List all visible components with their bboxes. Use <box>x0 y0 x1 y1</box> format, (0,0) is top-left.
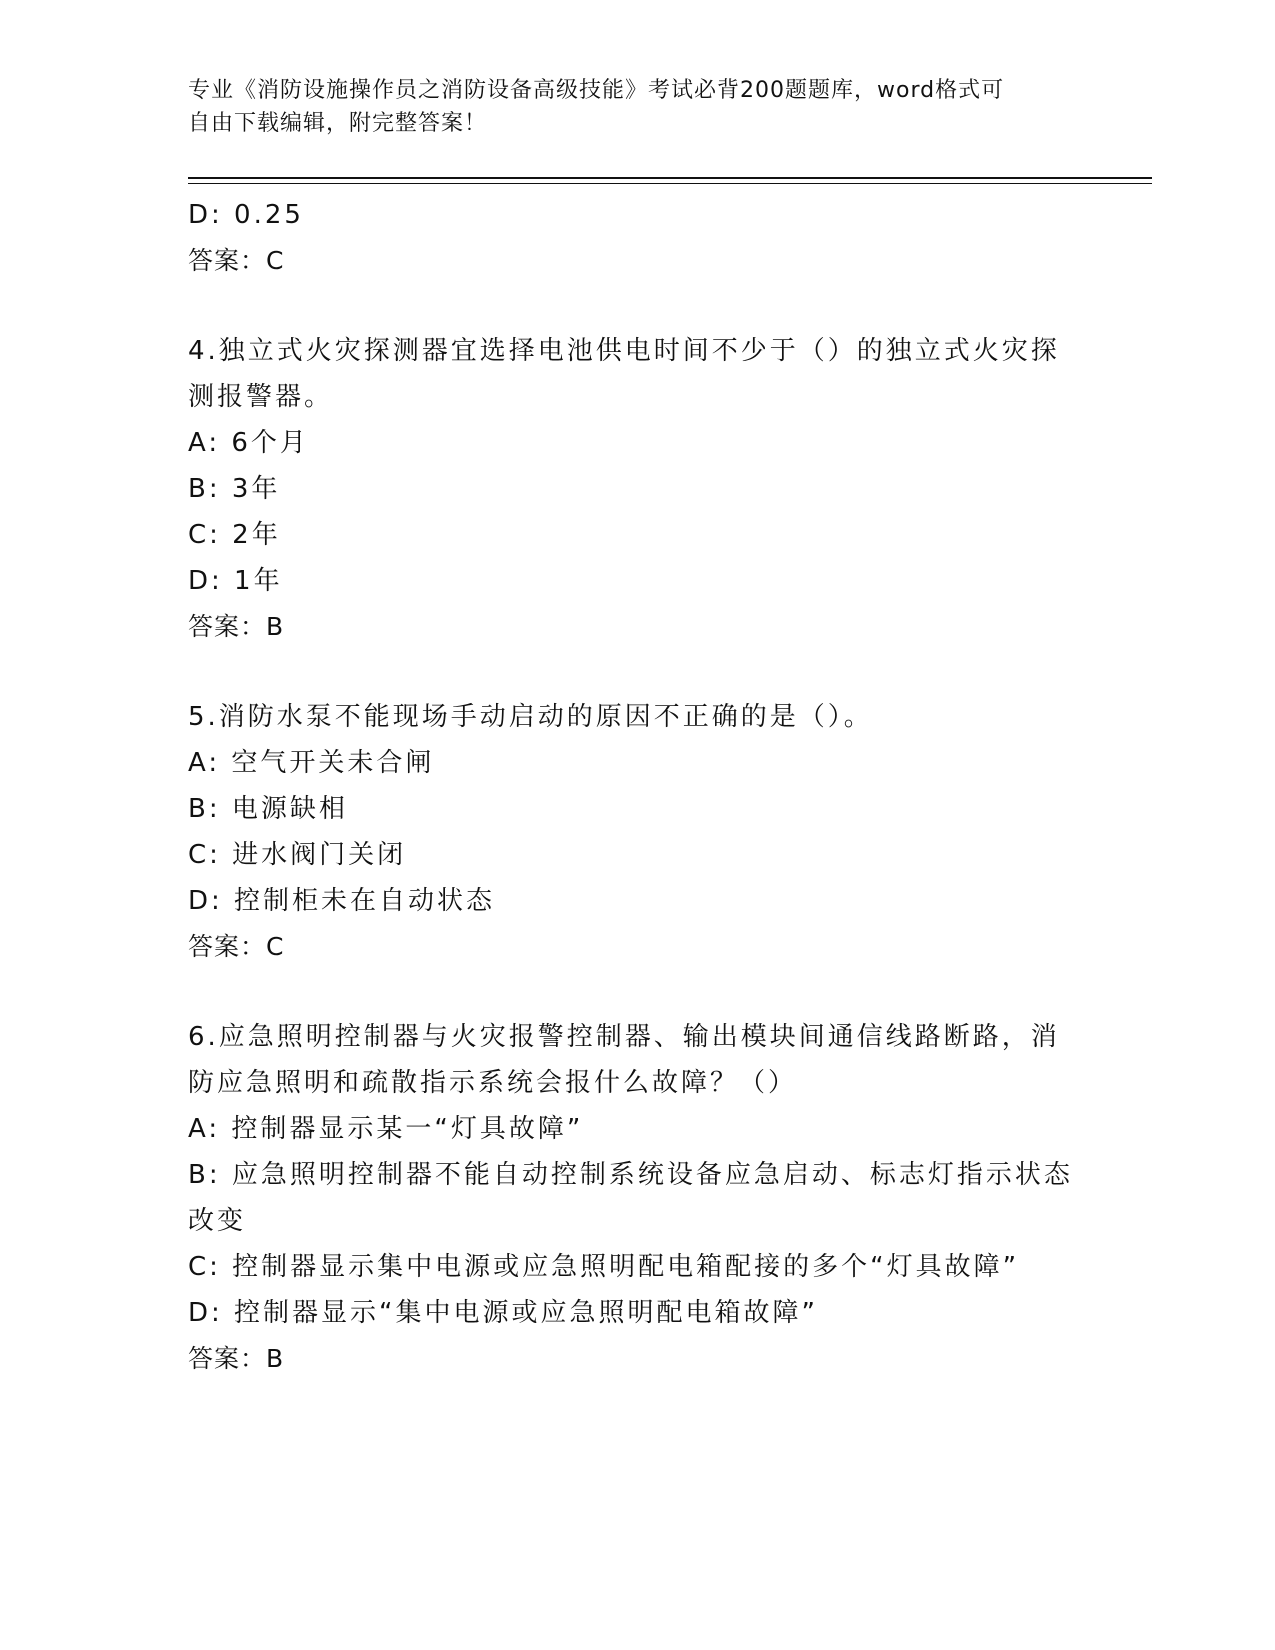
question-list <box>188 192 1088 1382</box>
answer: 答案：C <box>188 932 285 961</box>
question-stem-line-1: 6.应急照明控制器与火灾报警控制器、输出模块间通信线路断路，消 <box>188 1022 1060 1052</box>
page-header <box>188 74 1068 140</box>
answer: 答案：B <box>188 612 285 641</box>
question-stem-line-1: 4.独立式火灾探测器宜选择电池供电时间不少于（）的独立式火灾探 <box>188 336 1060 366</box>
option-b: B: 3年 <box>188 474 281 504</box>
option-b: B: 电源缺相 <box>188 794 348 824</box>
option-c: C: 控制器显示集中电源或应急照明配电箱配接的多个“灯具故障” <box>188 1252 1020 1282</box>
question-3 <box>188 192 1088 284</box>
spacer <box>188 284 1088 328</box>
option-d: D: 控制器显示“集中电源或应急照明配电箱故障” <box>188 1298 818 1328</box>
option-b-line-2: 改变 <box>188 1206 247 1236</box>
question-5 <box>188 694 1088 970</box>
option-a: A: 控制器显示某一“灯具故障” <box>188 1114 584 1144</box>
header-rule-thin <box>188 183 1152 184</box>
question-4 <box>188 328 1088 650</box>
option-a: A: 空气开关未合闸 <box>188 748 435 778</box>
question-stem: 5.消防水泵不能现场手动启动的原因不正确的是（）。 <box>188 702 873 732</box>
question-stem-line-2: 测报警器。 <box>188 382 334 412</box>
option-d: D: 控制柜未在自动状态 <box>188 886 496 916</box>
spacer <box>188 970 1088 1014</box>
option-d: D: 0.25 <box>188 200 304 230</box>
answer: 答案：B <box>188 1344 285 1373</box>
header-line-1: 专业《消防设施操作员之消防设备高级技能》考试必背200题题库，word格式可 <box>188 78 1005 103</box>
option-b-line-1: B: 应急照明控制器不能自动控制系统设备应急启动、标志灯指示状态 <box>188 1160 1073 1190</box>
option-c: C: 进水阀门关闭 <box>188 840 407 870</box>
question-6 <box>188 1014 1088 1382</box>
question-stem-line-2: 防应急照明和疏散指示系统会报什么故障？（） <box>188 1068 798 1098</box>
option-d: D: 1年 <box>188 566 283 596</box>
spacer <box>188 650 1088 694</box>
header-line-2: 自由下载编辑，附完整答案！ <box>188 111 488 136</box>
option-a: A: 6个月 <box>188 428 309 458</box>
answer: 答案：C <box>188 246 285 275</box>
header-rule-thick <box>188 177 1152 179</box>
option-c: C: 2年 <box>188 520 281 550</box>
